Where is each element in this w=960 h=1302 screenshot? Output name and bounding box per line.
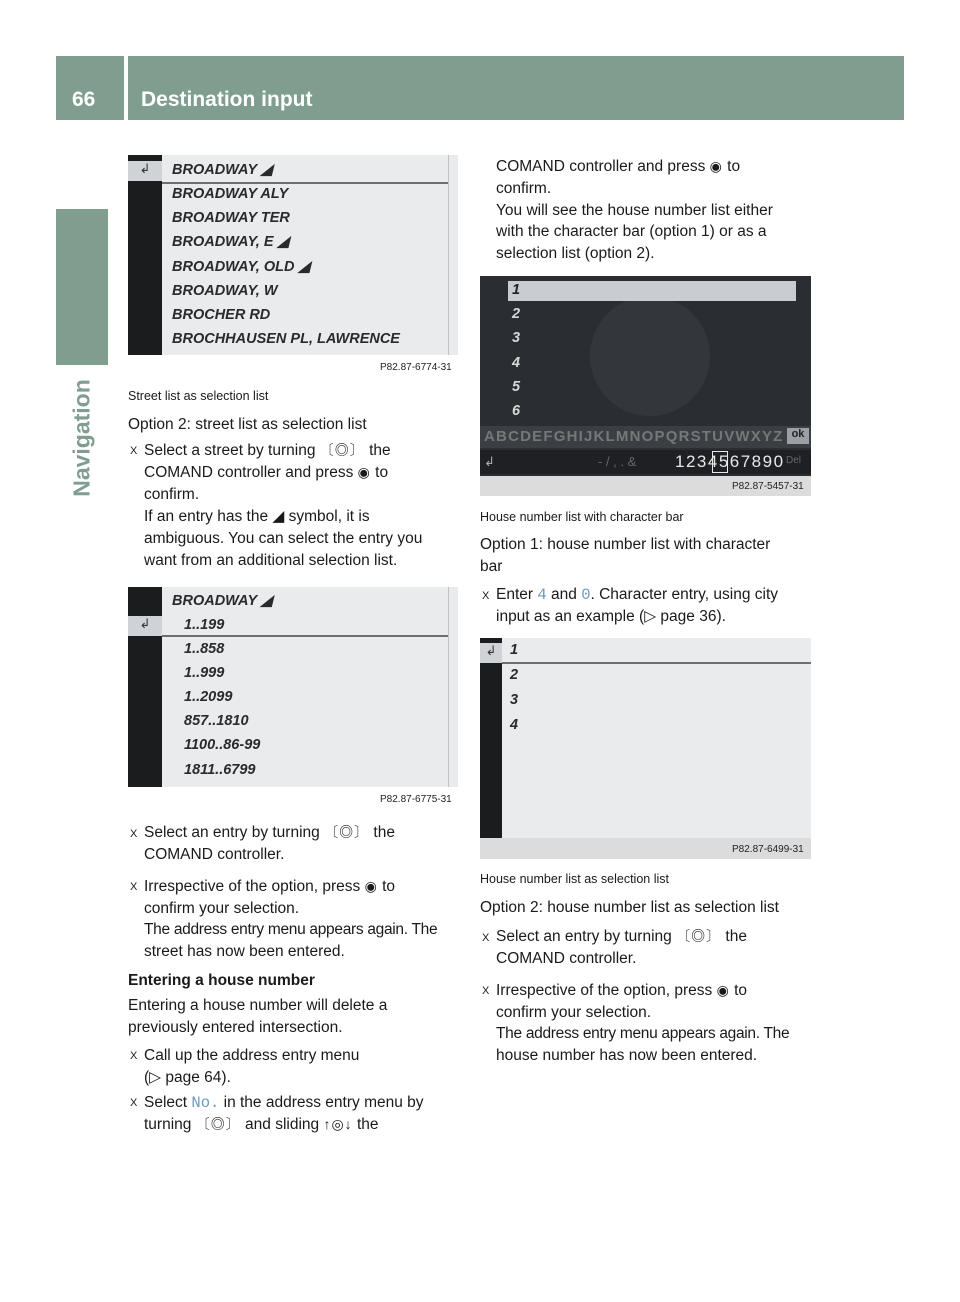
controller-press-icon: ◉ — [357, 464, 371, 480]
screen-dark-strip — [480, 638, 502, 838]
section-title: Destination input — [141, 88, 313, 111]
delete-button[interactable]: Del — [786, 455, 802, 466]
instruction: turning 〔◎〕 and sliding ↑◎↓ the — [144, 1116, 379, 1133]
instruction: Select an entry by turning 〔◎〕 the — [496, 928, 747, 945]
part-number: P82.87-6775-31 — [380, 794, 452, 805]
list-item[interactable]: BROADWAY, W — [172, 283, 278, 299]
list-item[interactable]: BROCHER RD — [172, 307, 271, 323]
paragraph: previously entered intersection. — [128, 1019, 343, 1036]
bullet-arrow-icon: X — [130, 445, 138, 457]
instruction: You will see the house number list either — [496, 202, 773, 219]
instruction: COMAND controller and press ◉ to — [496, 158, 741, 175]
street-list-screen — [128, 155, 458, 355]
digit-cursor — [712, 451, 728, 473]
paragraph: Entering a house number will delete a — [128, 997, 388, 1014]
bullet-arrow-icon: X — [482, 590, 490, 602]
list-item[interactable]: BROADWAY, OLD ◢ — [172, 259, 310, 275]
instruction: Select a street by turning 〔◎〕 the — [144, 442, 391, 459]
list-item[interactable]: 2 — [512, 306, 521, 322]
list-item[interactable]: 1811..6799 — [184, 762, 256, 778]
list-item[interactable]: 2 — [510, 667, 519, 683]
list-item[interactable]: 5 — [512, 379, 521, 395]
instruction: COMAND controller. — [144, 846, 285, 863]
instruction: COMAND controller and press ◉ to — [144, 464, 389, 481]
menu-item-code: No. — [191, 1094, 220, 1112]
list-item[interactable]: BROADWAY, E ◢ — [172, 234, 289, 250]
row-divider — [162, 182, 448, 184]
figure-caption: House number list with character bar — [480, 510, 684, 524]
instruction: selection list (option 2). — [496, 245, 655, 262]
bullet-arrow-icon: X — [482, 985, 490, 997]
controller-turn-icon: 〔◎〕 — [319, 442, 365, 458]
bullet-arrow-icon: X — [130, 828, 138, 840]
house-number-list-screen — [480, 638, 811, 859]
house-number-charbar-screen — [480, 276, 811, 496]
scrollbar[interactable] — [448, 587, 458, 787]
list-item[interactable]: 4 — [510, 717, 519, 733]
page-reference: input as an example (▷ page 36). — [496, 608, 726, 625]
page-number: 66 — [72, 88, 96, 111]
list-item[interactable]: 1..858 — [184, 641, 225, 657]
ambiguous-symbol-icon: ◢ — [272, 508, 285, 525]
back-icon[interactable]: ↲ — [480, 643, 502, 663]
controller-turn-icon: 〔◎〕 — [324, 824, 370, 840]
list-item[interactable]: 3 — [510, 692, 519, 708]
option-heading: bar — [480, 558, 503, 575]
instruction: The address entry menu appears again. The — [144, 921, 438, 938]
page-reference: (▷ page 64). — [144, 1069, 231, 1086]
instruction: with the character bar (option 1) or as a — [496, 223, 767, 240]
row-divider — [502, 662, 811, 664]
controller-press-icon: ◉ — [364, 878, 378, 894]
figure-caption: Street list as selection list — [128, 389, 269, 403]
side-tab — [56, 209, 108, 365]
instruction: Call up the address entry menu — [144, 1047, 360, 1064]
symbol-keys[interactable]: - / , . & — [598, 454, 637, 469]
option-heading: Option 2: street list as selection list — [128, 416, 367, 433]
list-item[interactable]: 1..2099 — [184, 689, 233, 705]
row-divider — [162, 635, 448, 637]
key-code: 0 — [581, 586, 591, 604]
instruction: Irrespective of the option, press ◉ to — [496, 982, 748, 999]
bullet-arrow-icon: X — [482, 932, 490, 944]
bullet-arrow-icon: X — [130, 1050, 138, 1062]
instruction: COMAND controller. — [496, 950, 637, 967]
instruction: confirm your selection. — [496, 1004, 652, 1021]
instruction: confirm. — [496, 180, 552, 197]
ambiguous-list-screen — [128, 587, 458, 787]
instruction: ambiguous. You can select the entry you — [144, 530, 423, 547]
controller-slide-icon: ↑◎↓ — [323, 1116, 353, 1132]
instruction: confirm your selection. — [144, 900, 300, 917]
instruction: confirm. — [144, 486, 200, 503]
digit-keys[interactable]: 1234567890 — [675, 452, 785, 471]
back-icon[interactable]: ↲ — [128, 616, 162, 636]
back-icon[interactable]: ↲ — [128, 161, 162, 181]
key-code: 4 — [537, 586, 547, 604]
instruction: If an entry has the ◢ symbol, it is — [144, 508, 370, 525]
instruction: Enter 4 and 0. Character entry, using city — [496, 586, 779, 604]
option-heading: Option 2: house number list as selection list — [480, 899, 779, 916]
list-item[interactable]: BROADWAY ◢ — [172, 162, 273, 178]
list-item[interactable]: 1 — [510, 642, 519, 658]
part-number: P82.87-5457-31 — [732, 481, 804, 492]
instruction: Select an entry by turning 〔◎〕 the — [144, 824, 395, 841]
figure-caption: House number list as selection list — [480, 872, 669, 886]
list-header: BROADWAY ◢ — [172, 593, 273, 609]
instruction: want from an additional selection list. — [144, 552, 398, 569]
instruction: house number has now been entered. — [496, 1047, 758, 1064]
instruction: Select No. in the address entry menu by — [144, 1094, 424, 1112]
list-item[interactable]: BROCHHAUSEN PL, LAWRENCE — [172, 331, 400, 347]
controller-press-icon: ◉ — [709, 158, 723, 174]
instruction: street has now been entered. — [144, 943, 345, 960]
list-item[interactable]: 6 — [512, 403, 521, 419]
side-label: Navigation — [68, 379, 95, 497]
list-item[interactable]: 4 — [512, 355, 521, 371]
section-heading: Entering a house number — [128, 972, 315, 989]
list-item[interactable]: BROADWAY ALY — [172, 186, 289, 202]
instruction: Irrespective of the option, press ◉ to — [144, 878, 396, 895]
list-item[interactable]: 1..999 — [184, 665, 225, 681]
ok-button[interactable]: ok — [787, 428, 809, 444]
list-item[interactable]: 1..199 — [184, 617, 225, 633]
instruction: The address entry menu appears again. The — [496, 1025, 790, 1042]
option-heading: Option 1: house number list with character — [480, 536, 771, 553]
controller-turn-icon: 〔◎〕 — [195, 1116, 241, 1132]
letter-bar-keys[interactable]: ABCDEFGHIJKLMNOPQRSTUVWXYZ — [484, 428, 784, 445]
bullet-arrow-icon: X — [130, 881, 138, 893]
bullet-arrow-icon: X — [130, 1097, 138, 1109]
controller-turn-icon: 〔◎〕 — [676, 928, 722, 944]
star-logo-backdrop — [590, 296, 710, 416]
selected-row-highlight — [508, 281, 796, 301]
list-item[interactable]: BROADWAY TER — [172, 210, 290, 226]
list-item[interactable]: 1 — [512, 282, 521, 298]
scrollbar[interactable] — [448, 155, 458, 355]
back-icon[interactable]: ↲ — [484, 454, 495, 469]
controller-press-icon: ◉ — [716, 982, 730, 998]
list-item[interactable]: 3 — [512, 330, 521, 346]
screen-dark-strip — [128, 155, 162, 355]
part-number: P82.87-6499-31 — [732, 844, 804, 855]
part-number: P82.87-6774-31 — [380, 362, 452, 373]
list-item[interactable]: 857..1810 — [184, 713, 249, 729]
list-item[interactable]: 1100..86-99 — [184, 737, 261, 753]
